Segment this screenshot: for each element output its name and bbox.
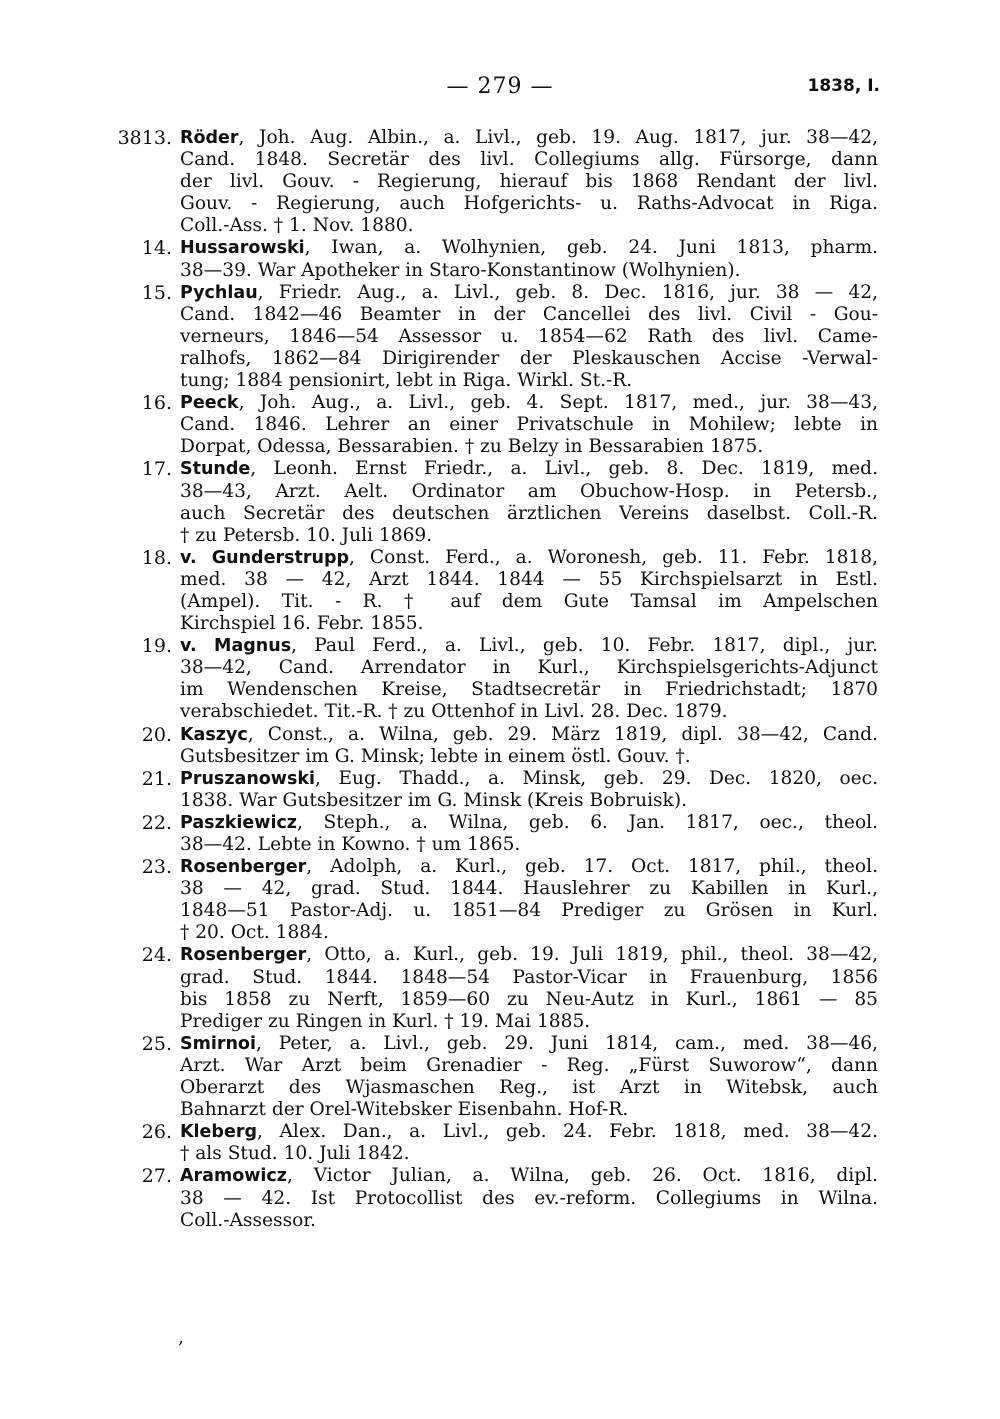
entry-line <box>180 679 878 701</box>
entry-number: 27. <box>141 1165 172 1188</box>
entry-line-text: , Adolph, a. Kurl., geb. 17. Oct. 1817, phil., theol. <box>306 856 878 878</box>
entry-text <box>180 547 878 635</box>
entry-line-text: Coll.-Ass. † 1. Nov. 1880. <box>180 215 414 237</box>
entry-line-text: 38—39. War Apotheker in Staro-Konstantinow (Wolhynien). <box>180 259 741 281</box>
entry-text <box>180 392 878 458</box>
entry-number: 20. <box>141 723 172 746</box>
entry-line-text: tung; 1884 pensionirt, lebt in Riga. Wirkl. St.-R. <box>180 370 633 392</box>
entry-number: 18. <box>141 546 172 569</box>
entry-name: v. Magnus <box>180 636 292 657</box>
entry-text <box>180 1165 878 1231</box>
entry-line <box>180 613 878 635</box>
entry-line-text: 38—42. Lebte in Kowno. † um 1865. <box>180 834 521 855</box>
entry-text <box>180 237 878 281</box>
entry-line <box>180 657 878 679</box>
entry-line <box>180 1077 878 1099</box>
entry-line <box>180 193 878 215</box>
entry-line-text: Gutsbesitzer im G. Minsk; lebte in einem östl. Gouv. †. <box>180 745 691 767</box>
entry-line-text: , Otto, a. Kurl., geb. 19. Juli 1819, phil., theol. 38—42, <box>306 944 878 966</box>
entry-line <box>180 569 878 591</box>
entry-line-text: ralhofs, 1862—84 Dirigirender der Pleskauschen Accise -Verwal- <box>180 347 878 369</box>
entry-line <box>180 989 878 1011</box>
entry-line <box>180 768 878 790</box>
entry-line-text: auch Secretär des deutschen ärztlichen Vereins daselbst. Coll.-R. <box>180 502 878 524</box>
entry-line-text: , Steph., a. Wilna, geb. 6. Jan. 1817, oec., theol. <box>297 811 878 833</box>
entry-line <box>180 127 878 149</box>
entry-text <box>180 458 878 546</box>
entry-line-text: 38—43, Arzt. Aelt. Ordinator am Obuchow-Hosp. in Petersb., <box>180 480 878 502</box>
entry-line <box>180 1210 878 1232</box>
entry-line <box>180 701 878 723</box>
entry-line-text: 38 — 42. Ist Protocollist des ev.-reform. Collegiums in Wilna. <box>180 1187 878 1209</box>
entry-line-text: grad. Stud. 1844. 1848—54 Pastor-Vicar in Frauenburg, 1856 <box>180 966 878 988</box>
entry <box>108 1033 908 1121</box>
entry <box>108 547 908 635</box>
entry-number: 21. <box>141 767 172 790</box>
entry-line <box>180 436 878 458</box>
entry-text <box>180 944 878 1032</box>
entry-number: 22. <box>141 811 172 834</box>
entry-line-text: Coll.-Assessor. <box>180 1209 317 1231</box>
entry-name: Hussarowski <box>180 238 305 259</box>
entry <box>108 812 908 856</box>
entry-line-text: med. 38 — 42, Arzt 1844. 1844 — 55 Kirchspielsarzt in Estl. <box>180 568 878 590</box>
page-year-label: 1838, I. <box>807 76 880 96</box>
entry-line-text: Bahnarzt der Orel-Witebsker Eisenbahn. Hof-R. <box>180 1099 629 1121</box>
entry <box>108 237 908 281</box>
entry-line-text: der livl. Gouv. - Regierung, hierauf bis 1868 Rendant der livl. <box>180 171 878 193</box>
entry-line-text: , Const. Ferd., a. Woronesh, geb. 11. Febr. 1818, <box>349 546 879 568</box>
entry-name: Pychlau <box>180 282 258 303</box>
entry-line <box>180 812 878 834</box>
entry-line-text: , Joh. Aug. Albin., a. Livl., geb. 19. Aug. 1817, jur. 38—42, <box>238 127 878 148</box>
entry-line <box>180 724 878 746</box>
entry-line-text: , Const., a. Wilna, geb. 29. März 1819, dipl. 38—42, Cand. <box>247 723 878 745</box>
entry-name: Paszkiewicz <box>180 812 297 833</box>
entry-line <box>180 414 878 436</box>
entry-name: Stunde <box>180 459 251 480</box>
entry-line <box>180 282 878 304</box>
entry <box>108 1121 908 1165</box>
entry-text <box>180 1121 878 1165</box>
entry-line-text: , Paul Ferd., a. Livl., geb. 10. Febr. 1817, dipl., jur. <box>291 635 878 657</box>
entry-number: 3813. <box>117 127 172 149</box>
entry-line <box>180 326 878 348</box>
entry-number: 24. <box>141 944 172 967</box>
entry-text <box>180 724 878 768</box>
entry-name: Rosenberger <box>180 945 307 966</box>
entry-line <box>180 503 878 525</box>
entry-number: 16. <box>141 392 172 415</box>
entry-line <box>180 149 878 171</box>
entry-name: Smirnoi <box>180 1033 256 1054</box>
entry-line-text: , Leonh. Ernst Friedr., a. Livl., geb. 8. Dec. 1819, med. <box>250 458 878 480</box>
entry-line <box>180 1099 878 1121</box>
entry-number: 25. <box>141 1032 172 1055</box>
entry-line <box>180 304 878 326</box>
entry-line-text: 38 — 42, grad. Stud. 1844. Hauslehrer zu Kabillen in Kurl., <box>180 878 878 900</box>
entry-text <box>180 127 878 237</box>
entry <box>108 282 908 392</box>
entry-number: 14. <box>141 237 172 260</box>
entry-line <box>180 856 878 878</box>
entry <box>108 127 908 237</box>
entry-line <box>180 458 878 480</box>
page-number: — 279 — <box>446 74 554 99</box>
entry-line-text: , Joh. Aug., a. Livl., geb. 4. Sept. 1817, med., jur. 38—43, <box>238 392 878 414</box>
entry <box>108 635 908 723</box>
entry-name: Röder <box>180 128 239 148</box>
entry-line <box>180 878 878 900</box>
entry-line <box>180 900 878 922</box>
entry-line-text: Kirchspiel 16. Febr. 1855. <box>180 613 424 635</box>
entry-line <box>180 525 878 547</box>
entry-line <box>180 370 878 392</box>
entry-line <box>180 260 878 282</box>
entry-line-text: Gouv. - Regierung, auch Hofgerichts- u. Raths-Advocat in Riga. <box>180 193 878 215</box>
entry-line-text: 1848—51 Pastor-Adj. u. 1851—84 Prediger zu Grösen in Kurl. <box>180 900 878 922</box>
entry-line <box>180 1121 878 1143</box>
entry-name: v. Gunderstrupp <box>180 547 350 568</box>
entry-line <box>180 922 878 944</box>
entry-text <box>180 1033 878 1121</box>
entry-line-text: (Ampel). Tit. - R. † auf dem Gute Tamsal im Ampelschen <box>180 590 878 612</box>
entry-line-text: , Victor Julian, a. Wilna, geb. 26. Oct. 1816, dipl. <box>286 1165 878 1187</box>
entry-line <box>180 944 878 966</box>
entry-text <box>180 635 878 723</box>
entry-line <box>180 1143 878 1165</box>
entry-line-text: † zu Petersb. 10. Juli 1869. <box>180 524 433 546</box>
entry-line <box>180 215 878 237</box>
entry-line-text: Cand. 1846. Lehrer an einer Privatschule in Mohilew; lebte in <box>180 414 878 436</box>
entry <box>108 856 908 944</box>
entry-line <box>180 392 878 414</box>
entry <box>108 1165 908 1231</box>
entry-text <box>180 282 878 392</box>
entry-text <box>180 812 878 856</box>
entry-line-text: Arzt. War Arzt beim Grenadier - Reg. „Fürst Suworow“, dann <box>180 1054 878 1076</box>
entry-line <box>180 547 878 569</box>
entry-line-text: , Alex. Dan., a. Livl., geb. 24. Febr. 1818, med. 38—42. <box>256 1121 878 1143</box>
entry-number: 17. <box>141 458 172 481</box>
entry <box>108 944 908 1032</box>
entry-line <box>180 746 878 768</box>
entry-line <box>180 237 878 259</box>
entry-name: Peeck <box>180 393 239 414</box>
entry-name: Aramowicz <box>180 1166 287 1187</box>
entry-line-text: 38—42, Cand. Arrendator in Kurl., Kirchspielsgerichts-Adjunct <box>180 657 878 679</box>
entry-line-text: im Wendenschen Kreise, Stadtsecretär in Friedrichstadt; 1870 <box>180 679 878 701</box>
entry-line-text: , Friedr. Aug., a. Livl., geb. 8. Dec. 1816, jur. 38 — 42, <box>257 281 878 303</box>
entry-line <box>180 171 878 193</box>
entry-line <box>180 1033 878 1055</box>
entry-line <box>180 635 878 657</box>
entry-line-text: Oberarzt des Wjasmaschen Reg., ist Arzt in Witebsk, auch <box>180 1077 878 1099</box>
entry <box>108 768 908 812</box>
entry-line-text: † 20. Oct. 1884. <box>180 922 329 944</box>
entry-line-text: Cand. 1848. Secretär des livl. Collegiums allg. Fürsorge, dann <box>180 149 878 171</box>
entry-line <box>180 1188 878 1210</box>
entry-line <box>180 967 878 989</box>
entry-line-text: Prediger zu Ringen in Kurl. † 19. Mai 1885. <box>180 1010 591 1032</box>
entry <box>108 458 908 546</box>
entry-number: 23. <box>141 856 172 879</box>
entry-line-text: , Iwan, a. Wolhynien, geb. 24. Juni 1813, pharm. <box>304 237 878 259</box>
entry-line-text: † als Stud. 10. Juli 1842. <box>180 1143 410 1165</box>
entry-line-text: 1838. War Gutsbesitzer im G. Minsk (Kreis Bobruisk). <box>180 789 687 811</box>
entry-line-text: , Peter, a. Livl., geb. 29. Juni 1814, cam., med. 38—46, <box>255 1032 878 1054</box>
entry-number: 26. <box>141 1121 172 1144</box>
entry-line <box>180 790 878 812</box>
entry-name: Kaszyc <box>180 724 248 745</box>
entry-line <box>180 1011 878 1033</box>
entry-line-text: verneurs, 1846—54 Assessor u. 1854—62 Rath des livl. Came- <box>180 325 878 347</box>
entry-line <box>180 1165 878 1187</box>
entry-line <box>180 1055 878 1077</box>
entry-text <box>180 856 878 944</box>
entry-name: Rosenberger <box>180 857 307 878</box>
entry-line-text: verabschiedet. Tit.-R. † zu Ottenhof in Livl. 28. Dec. 1879. <box>180 701 728 723</box>
entry <box>108 392 908 458</box>
entry-line <box>180 481 878 503</box>
entry-line-text: bis 1858 zu Nerft, 1859—60 zu Neu-Autz in Kurl., 1861 — 85 <box>180 988 878 1010</box>
entry-line <box>180 348 878 370</box>
entry-line <box>180 591 878 613</box>
entry-line-text: , Eug. Thadd., a. Minsk, geb. 29. Dec. 1820, oec. <box>315 767 878 789</box>
entry-line <box>180 834 878 856</box>
entry <box>108 724 908 768</box>
entry-number: 19. <box>141 635 172 658</box>
stray-mark: ‚ <box>178 1327 184 1348</box>
entry-number: 15. <box>141 281 172 304</box>
entry-name: Pruszanowski <box>180 768 316 789</box>
entry-text <box>180 768 878 812</box>
entry-line-text: Cand. 1842—46 Beamter in der Cancellei des livl. Civil - Gou- <box>180 303 878 325</box>
entry-list <box>108 127 908 1232</box>
entry-name: Kleberg <box>180 1122 257 1143</box>
entry-line-text: Dorpat, Odessa, Bessarabien. † zu Belzy in Bessarabien 1875. <box>180 436 764 458</box>
